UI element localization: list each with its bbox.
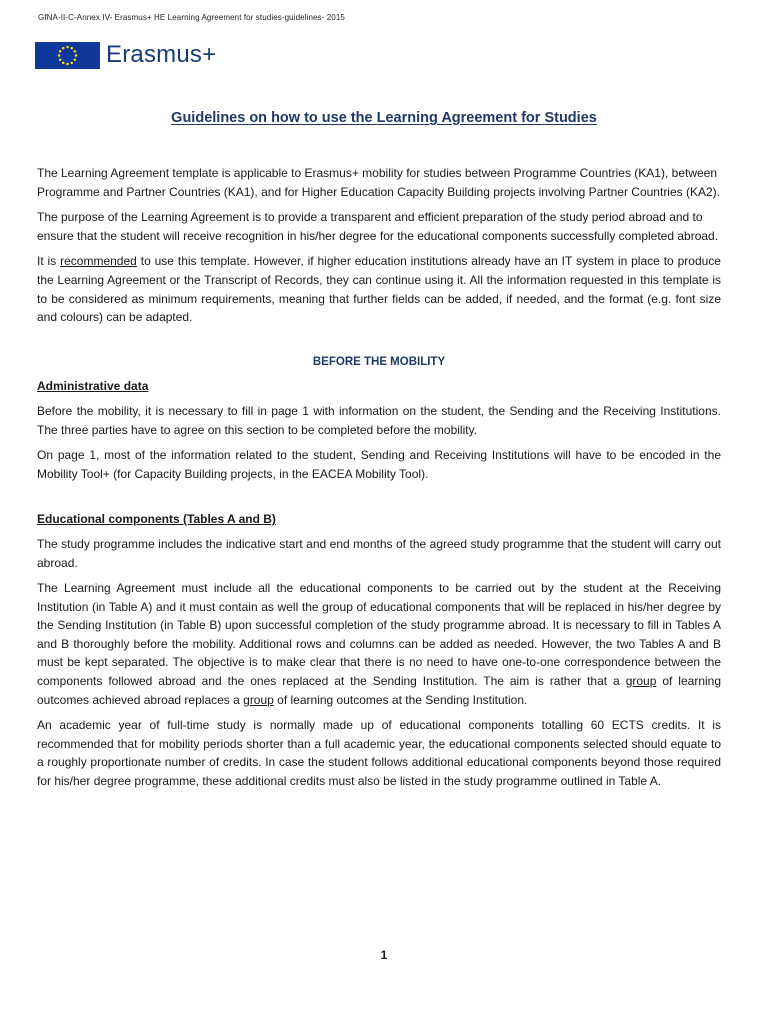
page-number: 1 [380,948,388,962]
recommended-emphasis: recommended [60,254,137,269]
edu-p2-part-a: The Learning Agreement must include all the educational components to be carried out by the student at the Receiving Institution (in Table A) and it must contain as well the group of educational components that will be replaced in his/her degree by the Sending Institution (in Table B) upon successful completion of the study programme abroad. It is necessary to fill in Tables A and B thoroughly before the mobility. Additional rows and columns can be added as needed. However, the two Tables A and B must be kept separated. The objective is to make clear that there is no need to have one-to-one correspondence between the components followed abroad and the ones replaced at the Sending Institution. The aim is rather that a [37,581,721,689]
intro-paragraph-1: The Learning Agreement template is applicable to Erasmus+ mobility for studies between Programme Countries (KA1), between Programme and Partner Countries (KA1), and for Higher Education Capacity Building projects involving Partner Countries (KA2). [37,166,720,199]
document-reference: GfNA-II-C-Annex IV- Erasmus+ HE Learning Agreement for studies-guidelines- 2015 [38,13,345,22]
edu-p2-part-b: of learning outcomes achieved abroad replaces a [37,674,722,707]
intro-paragraph-2: The purpose of the Learning Agreement is to provide a transparent and efficient preparation of the study period abroad and to ensure that the student will receive recognition in his/her degree for the educational components successfully completed abroad. [37,210,719,243]
intro-p3-end: to use this template. However, if higher education institutions already have an IT system in place to produce the Learning Agreement or the Transcript of Records, they can continue using it. All the information requested in this template is to be considered as minimum requirements, meaning that further fields can be added, if needed, and the format (e.g. font size and colours) can be adapted. [37,254,721,325]
flag-star [59,58,62,61]
logo-wordmark: Erasmus+ [106,41,217,68]
edu-p2-part-c: of learning outcomes at the Sending Institution. [273,692,528,707]
section-heading-before-mobility: BEFORE THE MOBILITY [312,355,446,368]
flag-star [66,45,69,48]
flag-star [62,61,65,64]
flag-star [66,62,69,65]
flag-star [62,46,65,49]
group-emphasis-2: group [243,692,274,707]
edu-paragraph-1: The study programme includes the indicative start and end months of the agreed study programme that the student will carry out abroad. [37,536,721,570]
flag-star [71,46,74,49]
intro-paragraph-3 [37,252,721,326]
flag-star [74,58,77,61]
flag-star [74,50,77,53]
flag-star [58,54,61,57]
eu-flag-icon [35,42,100,69]
flag-star [71,61,74,64]
flag-star [59,50,62,53]
document-body [37,164,721,798]
edu-paragraph-2 [37,579,721,709]
subheading-administrative-data: Administrative data [37,379,149,394]
admin-paragraph-1: Before the mobility, it is necessary to fill in page 1 with information on the student, the Sending and the Receiving Institutions. The three parties have to agree on this section to be completed before the mobility. [37,403,721,437]
flag-star [75,54,78,57]
intro-p3-start: It is [37,254,61,269]
page-title: Guidelines on how to use the Learning Agreement for Studies [171,110,597,126]
erasmus-logo [35,41,216,69]
edu-paragraph-3: An academic year of full-time study is normally made up of educational components totalling 60 ECTS credits. It is recommended that for mobility periods shorter than a full academic year, the educational components selected should equate to a roughly proportionate number of credits. In case the student follows additional educational components beyond those required for his/her degree programme, these additional credits must also be listed in the study programme outlined in Table A. [37,718,721,789]
subheading-educational-components: Educational components (Tables A and B) [37,512,276,527]
group-emphasis-1: group [625,674,657,689]
admin-paragraph-2: On page 1, most of the information related to the student, Sending and Receiving Institutions will have to be encoded in the Mobility Tool+ (for Capacity Building projects, in the EACEA Mobility Tool). [37,448,721,481]
